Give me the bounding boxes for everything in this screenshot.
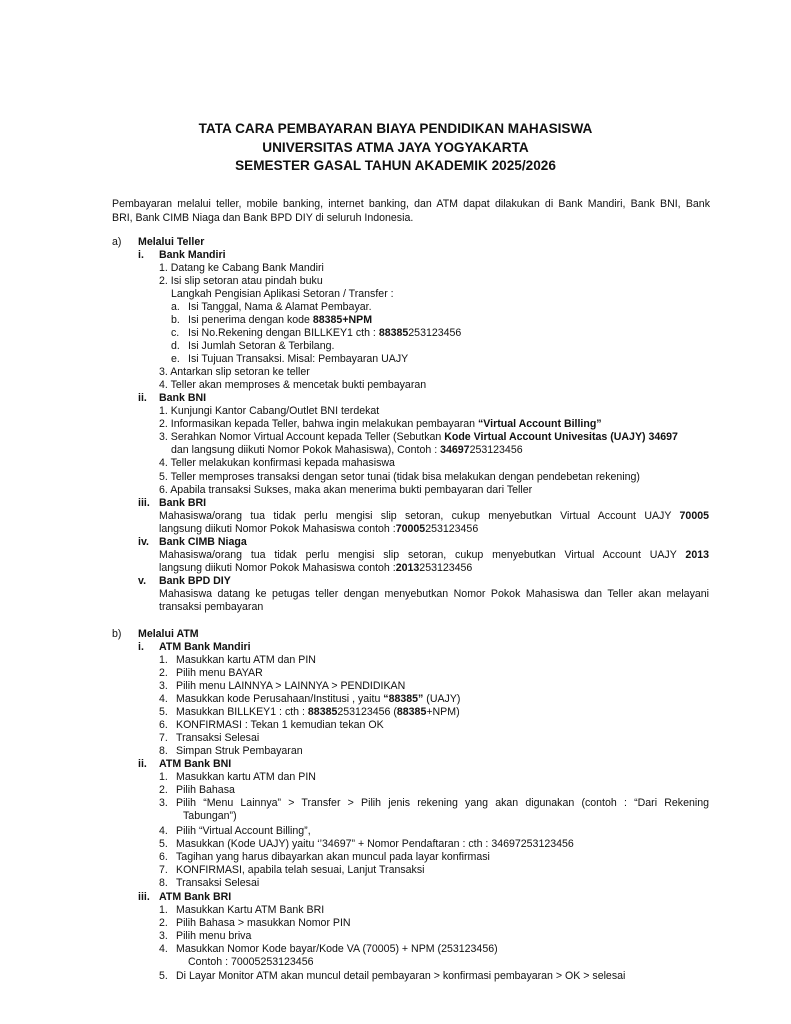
teller-bni-step-3-cont-text: dan langsung diikuti Nomor Pokok Mahasiswa), Contoh : [171, 444, 441, 456]
teller-bni-step-3-cont-rest: 253123456 [469, 444, 523, 456]
atm-bri-step-3: Pilih menu briva [176, 930, 252, 942]
teller-mandiri-sub-c-marker: c. [171, 327, 180, 339]
atm-bri-step-4: Masukkan Nomor Kode bayar/Kode VA (70005) + NPM (253123456) [176, 943, 498, 955]
teller-bpd-line-2: transaksi pembayaran [159, 601, 264, 613]
teller-bri-heading: Bank BRI [159, 497, 207, 509]
teller-mandiri-sub-b [188, 314, 372, 327]
teller-mandiri-step-3: 3. Antarkan slip setoran ke teller [159, 366, 310, 378]
atm-mandiri-marker: i. [138, 641, 144, 653]
atm-mandiri-step-2: Pilih menu BAYAR [176, 667, 263, 679]
atm-mandiri-heading: ATM Bank Mandiri [159, 641, 251, 653]
atm-bni-step-6-marker: 6. [159, 851, 168, 863]
atm-bni-step-7-marker: 7. [159, 864, 168, 876]
atm-mandiri-step-3-marker: 3. [159, 680, 168, 692]
atm-bni-step-1-marker: 1. [159, 771, 168, 783]
atm-bni-step-4-marker: 4. [159, 825, 168, 837]
teller-bni-step-2 [159, 418, 602, 431]
atm-bri-marker: iii. [138, 891, 150, 903]
atm-mandiri-step-4-marker: 4. [159, 693, 168, 705]
teller-mandiri-sub-a-marker: a. [171, 301, 180, 313]
atm-mandiri-step-4-rest: (UAJY) [423, 693, 461, 705]
atm-mandiri-step-8-marker: 8. [159, 745, 168, 757]
atm-bni-step-8-marker: 8. [159, 877, 168, 889]
atm-mandiri-step-5 [176, 706, 460, 719]
atm-mandiri-step-3: Pilih menu LAINNYA > LAINNYA > PENDIDIKAN [176, 680, 406, 692]
atm-bni-step-3-cont: Tabungan”) [183, 810, 237, 822]
atm-bni-step-6: Tagihan yang harus dibayarkan akan muncul pada layar konfirmasi [176, 851, 490, 863]
teller-bri-line-1-text: Mahasiswa/orang tua tidak perlu mengisi slip setoran, cukup menyebutkan Virtual Account UAJY [159, 510, 680, 522]
teller-bni-step-1: 1. Kunjungi Kantor Cabang/Outlet BNI terdekat [159, 405, 380, 417]
atm-bni-step-2-marker: 2. [159, 784, 168, 796]
teller-mandiri-sub-c [188, 327, 461, 340]
atm-mandiri-step-4-code: “88385” [383, 693, 424, 705]
teller-bni-step-5: 5. Teller memproses transaksi dengan setor tunai (tidak bisa melakukan dengan pendebetan rekening) [159, 471, 640, 483]
section-a-heading: Melalui Teller [138, 236, 205, 248]
atm-bni-step-3-marker: 3. [159, 797, 168, 809]
atm-mandiri-step-5-rest-2: +NPM) [426, 706, 460, 718]
teller-bpd-line-1: Mahasiswa datang ke petugas teller dengan menyebutkan Nomor Pokok Mahasiswa dan Teller akan melayani [159, 588, 709, 600]
teller-bni-heading: Bank BNI [159, 392, 207, 404]
atm-bri-step-1-marker: 1. [159, 904, 168, 916]
atm-mandiri-step-7-marker: 7. [159, 732, 168, 744]
teller-bni-step-6: 6. Apabila transaksi Sukses, maka akan menerima bukti pembayaran dari Teller [159, 484, 533, 496]
teller-mandiri-marker: i. [138, 249, 144, 261]
teller-mandiri-sub-b-code: 88385+NPM [312, 314, 373, 326]
teller-bni-marker: ii. [138, 392, 147, 404]
teller-bni-step-3-bold: Kode Virtual Account Univesitas (UAJY) 34697 [444, 431, 678, 443]
teller-mandiri-step-2-note: Langkah Pengisian Aplikasi Setoran / Transfer : [171, 288, 394, 300]
teller-mandiri-step-4: 4. Teller akan memproses & mencetak bukti pembayaran [159, 379, 427, 391]
teller-mandiri-step-2: 2. Isi slip setoran atau pindah buku [159, 275, 323, 287]
teller-mandiri-sub-d-marker: d. [171, 340, 180, 352]
teller-cimb-example-code: 2013 [395, 562, 420, 574]
atm-bni-marker: ii. [138, 758, 147, 770]
teller-bni-step-3-cont-bold: 34697 [440, 444, 470, 456]
teller-bri-marker: iii. [138, 497, 150, 509]
atm-mandiri-step-1-marker: 1. [159, 654, 168, 666]
atm-bri-step-4-cont: Contoh : 70005253123456 [188, 956, 314, 968]
teller-mandiri-step-1: 1. Datang ke Cabang Bank Mandiri [159, 262, 324, 274]
atm-bri-step-1: Masukkan Kartu ATM Bank BRI [176, 904, 325, 916]
atm-bni-step-4: Pilih “Virtual Account Billing”, [176, 825, 311, 837]
atm-mandiri-step-8: Simpan Struk Pembayaran [176, 745, 303, 757]
teller-cimb-line-2 [159, 562, 472, 575]
atm-mandiri-step-6: KONFIRMASI : Tekan 1 kemudian tekan OK [176, 719, 384, 731]
atm-mandiri-step-5-code-1: 88385 [307, 706, 338, 718]
intro-line-1: Pembayaran melalui teller, mobile banking, internet banking, dan ATM dapat dilakukan di Bank Mandiri, Bank BNI, Bank [112, 198, 710, 210]
teller-bri-line-1 [159, 510, 709, 523]
atm-bri-step-4-marker: 4. [159, 943, 168, 955]
document-title-line-1: TATA CARA PEMBAYARAN BIAYA PENDIDIKAN MAHASISWA [198, 121, 593, 136]
teller-mandiri-sub-e: Isi Tujuan Transaksi. Misal: Pembayaran UAJY [188, 353, 409, 365]
atm-bri-step-3-marker: 3. [159, 930, 168, 942]
atm-mandiri-step-1: Masukkan kartu ATM dan PIN [176, 654, 316, 666]
teller-cimb-line-1-text: Mahasiswa/orang tua tidak perlu mengisi slip setoran, cukup menyebutkan Virtual Account UAJY [159, 549, 686, 561]
teller-bpd-heading: Bank BPD DIY [159, 575, 231, 587]
teller-mandiri-sub-b-text: Isi penerima dengan kode [188, 314, 313, 326]
section-a-marker: a) [112, 236, 122, 248]
atm-bri-heading: ATM Bank BRI [159, 891, 232, 903]
teller-mandiri-sub-b-marker: b. [171, 314, 180, 326]
atm-bni-step-5-marker: 5. [159, 838, 168, 850]
atm-mandiri-step-4-text: Masukkan kode Perusahaan/Institusi , yaitu [176, 693, 384, 705]
atm-bni-step-2: Pilih Bahasa [176, 784, 235, 796]
teller-cimb-va-code: 2013 [685, 549, 709, 561]
teller-bri-line-2 [159, 523, 478, 536]
atm-mandiri-step-5-rest-1: 253123456 ( [337, 706, 397, 718]
atm-bni-step-5: Masukkan (Kode UAJY) yaitu ‘’34697” + Nomor Pendaftaran : cth : 34697253123456 [176, 838, 574, 850]
atm-mandiri-step-4 [176, 693, 460, 706]
atm-bri-step-5: Di Layar Monitor ATM akan muncul detail pembayaran > konfirmasi pembayaran > OK > selesai [176, 970, 626, 982]
teller-bni-step-2-bold: “Virtual Account Billing” [478, 418, 602, 430]
teller-bni-step-3-cont [171, 444, 523, 457]
section-b-heading: Melalui ATM [138, 628, 199, 640]
teller-bni-step-2-text: 2. Informasikan kepada Teller, bahwa ingin melakukan pembayaran [159, 418, 478, 430]
teller-bri-va-code: 70005 [679, 510, 709, 522]
teller-bri-example-rest: 253123456 [425, 523, 479, 535]
atm-bni-step-8: Transaksi Selesai [176, 877, 260, 889]
atm-mandiri-step-5-text: Masukkan BILLKEY1 : cth : [176, 706, 308, 718]
section-b-marker: b) [112, 628, 122, 640]
document-title-line-3: SEMESTER GASAL TAHUN AKADEMIK 2025/2026 [235, 158, 556, 173]
teller-cimb-line-1 [159, 549, 709, 562]
teller-bni-step-3 [159, 431, 678, 444]
teller-cimb-marker: iv. [138, 536, 149, 548]
teller-mandiri-sub-c-code: 88385 [378, 327, 409, 339]
atm-mandiri-step-6-marker: 6. [159, 719, 168, 731]
atm-mandiri-step-5-code-2: 88385 [396, 706, 427, 718]
atm-bni-step-1: Masukkan kartu ATM dan PIN [176, 771, 316, 783]
teller-mandiri-sub-d: Isi Jumlah Setoran & Terbilang. [188, 340, 335, 352]
teller-bni-step-4: 4. Teller melakukan konfirmasi kepada mahasiswa [159, 457, 395, 469]
atm-bni-step-7: KONFIRMASI, apabila telah sesuai, Lanjut Transaksi [176, 864, 425, 876]
teller-mandiri-heading: Bank Mandiri [159, 249, 226, 261]
teller-mandiri-sub-c-text: Isi No.Rekening dengan BILLKEY1 cth : [188, 327, 379, 339]
teller-mandiri-sub-c-rest: 253123456 [408, 327, 462, 339]
teller-mandiri-sub-e-marker: e. [171, 353, 180, 365]
teller-mandiri-sub-a: Isi Tanggal, Nama & Alamat Pembayar. [188, 301, 372, 313]
teller-bri-line-2-text: langsung diikuti Nomor Pokok Mahasiswa contoh : [159, 523, 396, 535]
teller-bpd-marker: v. [138, 575, 147, 587]
atm-bri-step-2-marker: 2. [159, 917, 168, 929]
teller-bni-step-3-text: 3. Serahkan Nomor Virtual Account kepada Teller (Sebutkan [159, 431, 445, 443]
document-title-line-2: UNIVERSITAS ATMA JAYA YOGYAKARTA [262, 140, 529, 155]
teller-bri-example-code: 70005 [395, 523, 426, 535]
teller-cimb-example-rest: 253123456 [419, 562, 473, 574]
teller-cimb-line-2-text: langsung diikuti Nomor Pokok Mahasiswa contoh : [159, 562, 396, 574]
teller-cimb-heading: Bank CIMB Niaga [159, 536, 247, 548]
atm-mandiri-step-2-marker: 2. [159, 667, 168, 679]
atm-bri-step-2: Pilih Bahasa > masukkan Nomor PIN [176, 917, 351, 929]
atm-bni-step-3: Pilih “Menu Lainnya” > Transfer > Pilih jenis rekening yang akan digunakan (contoh : “Dari Rekening [176, 797, 709, 809]
intro-line-2: BRI, Bank CIMB Niaga dan Bank BPD DIY di seluruh Indonesia. [112, 212, 414, 224]
atm-bni-heading: ATM Bank BNI [159, 758, 232, 770]
atm-mandiri-step-7: Transaksi Selesai [176, 732, 260, 744]
atm-bri-step-5-marker: 5. [159, 970, 168, 982]
atm-mandiri-step-5-marker: 5. [159, 706, 168, 718]
